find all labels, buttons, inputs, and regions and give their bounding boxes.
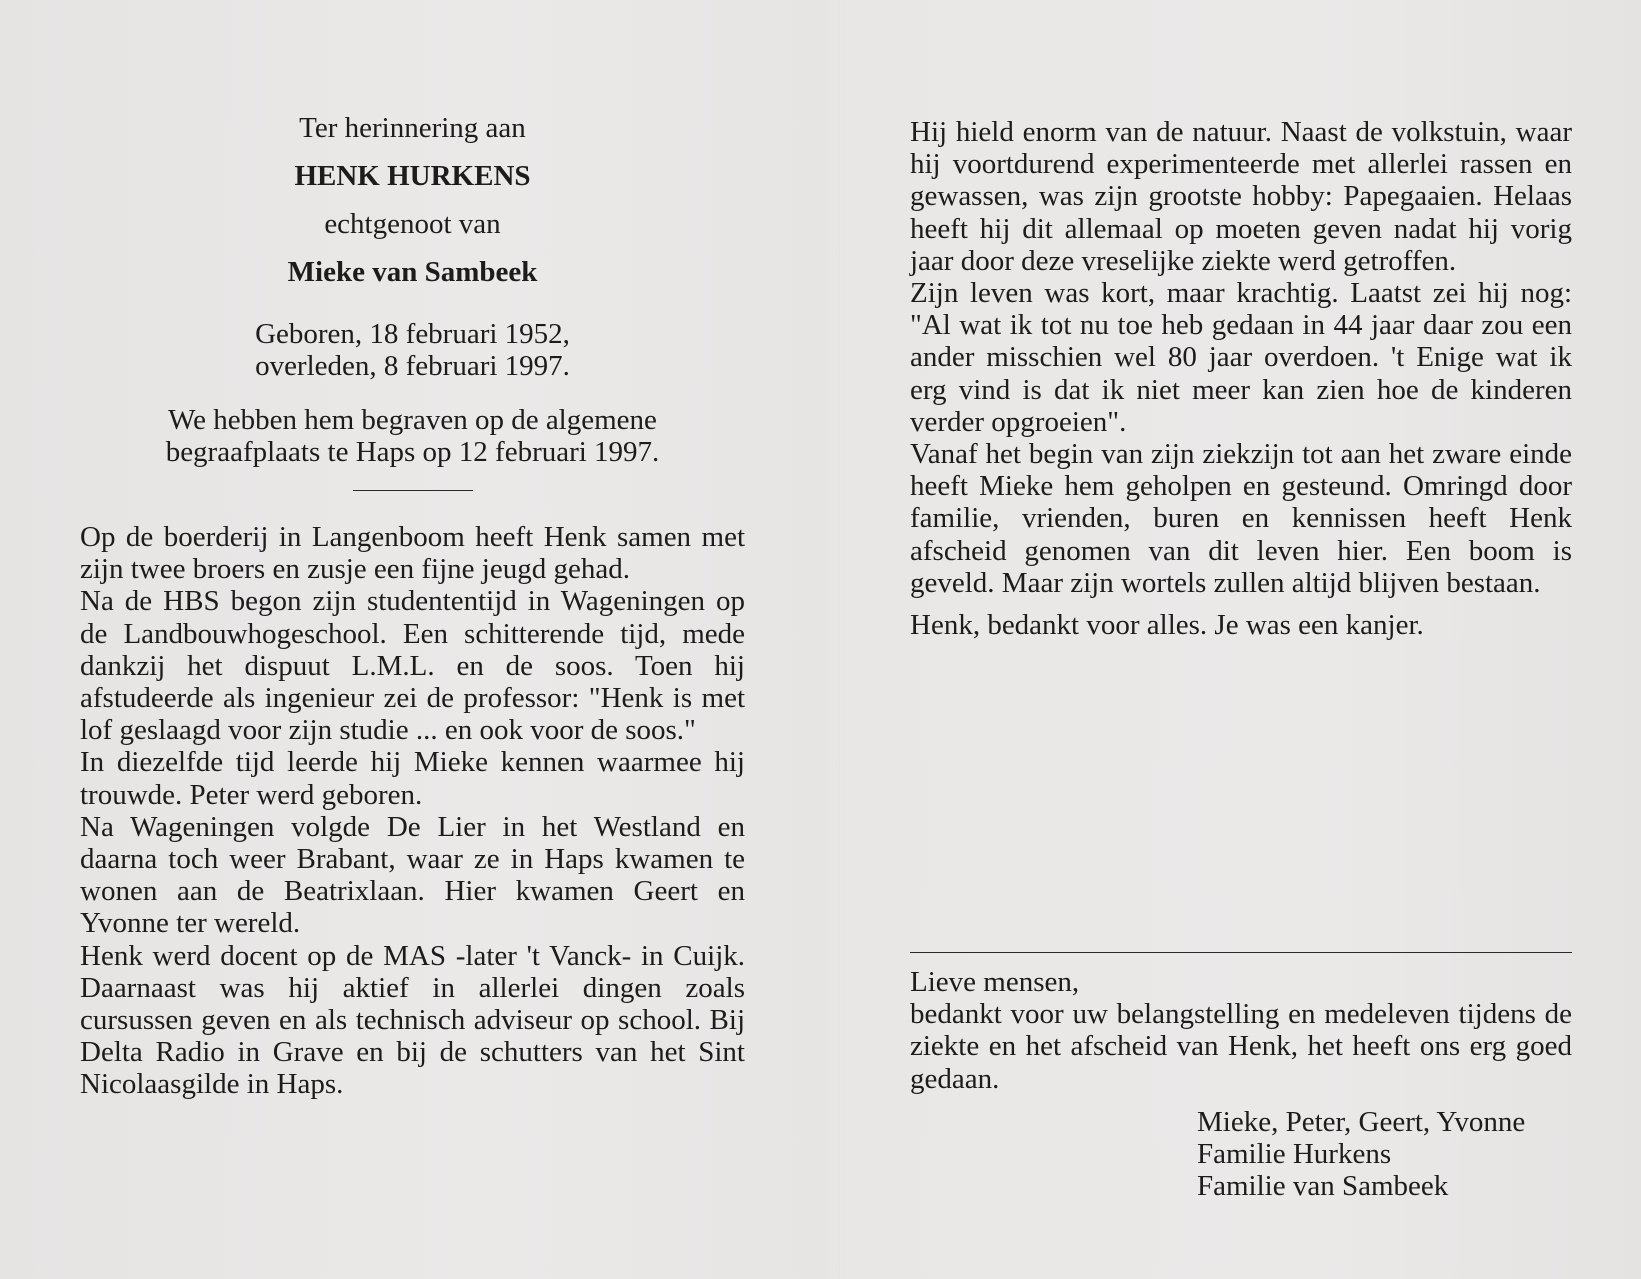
- paragraph: Op de boerderij in Langenboom heeft Henk samen met zijn twee broers en zusje een fijne jeugd gehad.: [80, 521, 745, 586]
- paragraph: Vanaf het begin van zijn ziekzijn tot aan het zware einde heeft Mieke hem geholpen en gesteund. Omringd door familie, vrienden, buren en kennissen heeft Henk afscheid genomen van dit leven hier. Een boom is geveld. Maar zijn wortels zullen altijd blijven bestaan.: [910, 438, 1572, 599]
- paragraph: Hij hield enorm van de natuur. Naast de volkstuin, waar hij voortdurend experimenteerde met allerlei rassen en gewassen, was zijn grootste hobby: Papegaaien. Helaas heeft hij dit allemaal op moeten geven nadat hij vorig jaar door deze vreselijke ziekte werd getroffen.: [910, 116, 1572, 277]
- dates-block: [80, 318, 745, 382]
- relation-text: echtgenoot van: [324, 208, 501, 240]
- birth-date: Geboren, 18 februari 1952,: [255, 318, 570, 350]
- paragraph: In diezelfde tijd leerde hij Mieke kennen waarmee hij trouwde. Peter werd geboren.: [80, 746, 745, 811]
- biography-left: [80, 521, 745, 1101]
- paragraph: Henk werd docent op de MAS -later 't Vanck- in Cuijk. Daarnaast was hij aktief in allerlei dingen zoals cursussen geven en als technisch adviseur op school. Bij Delta Radio in Grave en bij de schutters van het Sint Nicolaasgilde in Haps.: [80, 939, 745, 1101]
- memorial-header: [80, 112, 745, 491]
- closing-line: Henk, bedankt voor alles. Je was een kanjer.: [910, 609, 1424, 642]
- biography-right: [910, 116, 1572, 641]
- signoff-hurkens: Familie Hurkens: [1197, 1138, 1392, 1170]
- card-fold: [839, 0, 841, 1279]
- burial-line-1: We hebben hem begraven op de algemene: [168, 404, 657, 436]
- burial-block: [80, 404, 745, 468]
- thank-you-note: [910, 966, 1572, 1095]
- left-page: [80, 112, 745, 1101]
- spouse-name: Mieke van Sambeek: [287, 256, 538, 288]
- signoff-van-sambeek: Familie van Sambeek: [1197, 1170, 1449, 1202]
- paragraph: Na de HBS begon zijn studententijd in Wageningen op de Landbouwhogeschool. Een schitterende tijd, mede dankzij het dispuut L.M.L. en de soos. Toen hij afstudeerde als ingenieur zei de professor: "Henk is met lof geslaagd voor zijn studie ... en ook voor de soos.": [80, 585, 745, 747]
- right-page: [910, 116, 1572, 641]
- note-greeting: Lieve mensen,: [910, 966, 1080, 998]
- burial-line-2: begraafplaats te Haps op 12 februari 1997.: [165, 436, 660, 468]
- signoff: [1197, 1106, 1525, 1202]
- divider: [353, 490, 473, 491]
- intro-text: Ter herinnering aan: [299, 112, 526, 144]
- paragraph: Na Wageningen volgde De Lier in het Westland en daarna toch weer Brabant, waar ze in Haps kwamen te wonen aan de Beatrixlaan. Hier kwamen Geert en Yvonne ter wereld.: [80, 810, 745, 940]
- death-date: overleden, 8 februari 1997.: [255, 350, 570, 382]
- signoff-family: Mieke, Peter, Geert, Yvonne: [1197, 1106, 1526, 1138]
- paragraph: Zijn leven was kort, maar krachtig. Laatst zei hij nog: "Al wat ik tot nu toe heb gedaan in 44 jaar daar zou een ander misschien wel 80 jaar overdoen. 't Enige wat ik erg vind is dat ik niet meer kan zien hoe de kinderen verder opgroeien".: [910, 277, 1572, 438]
- note-text: bedankt voor uw belangstelling en medeleven tijdens de ziekte en het afscheid van Henk, het heeft ons erg goed gedaan.: [910, 998, 1572, 1095]
- note-divider: [910, 952, 1572, 953]
- deceased-name: HENK HURKENS: [294, 160, 531, 192]
